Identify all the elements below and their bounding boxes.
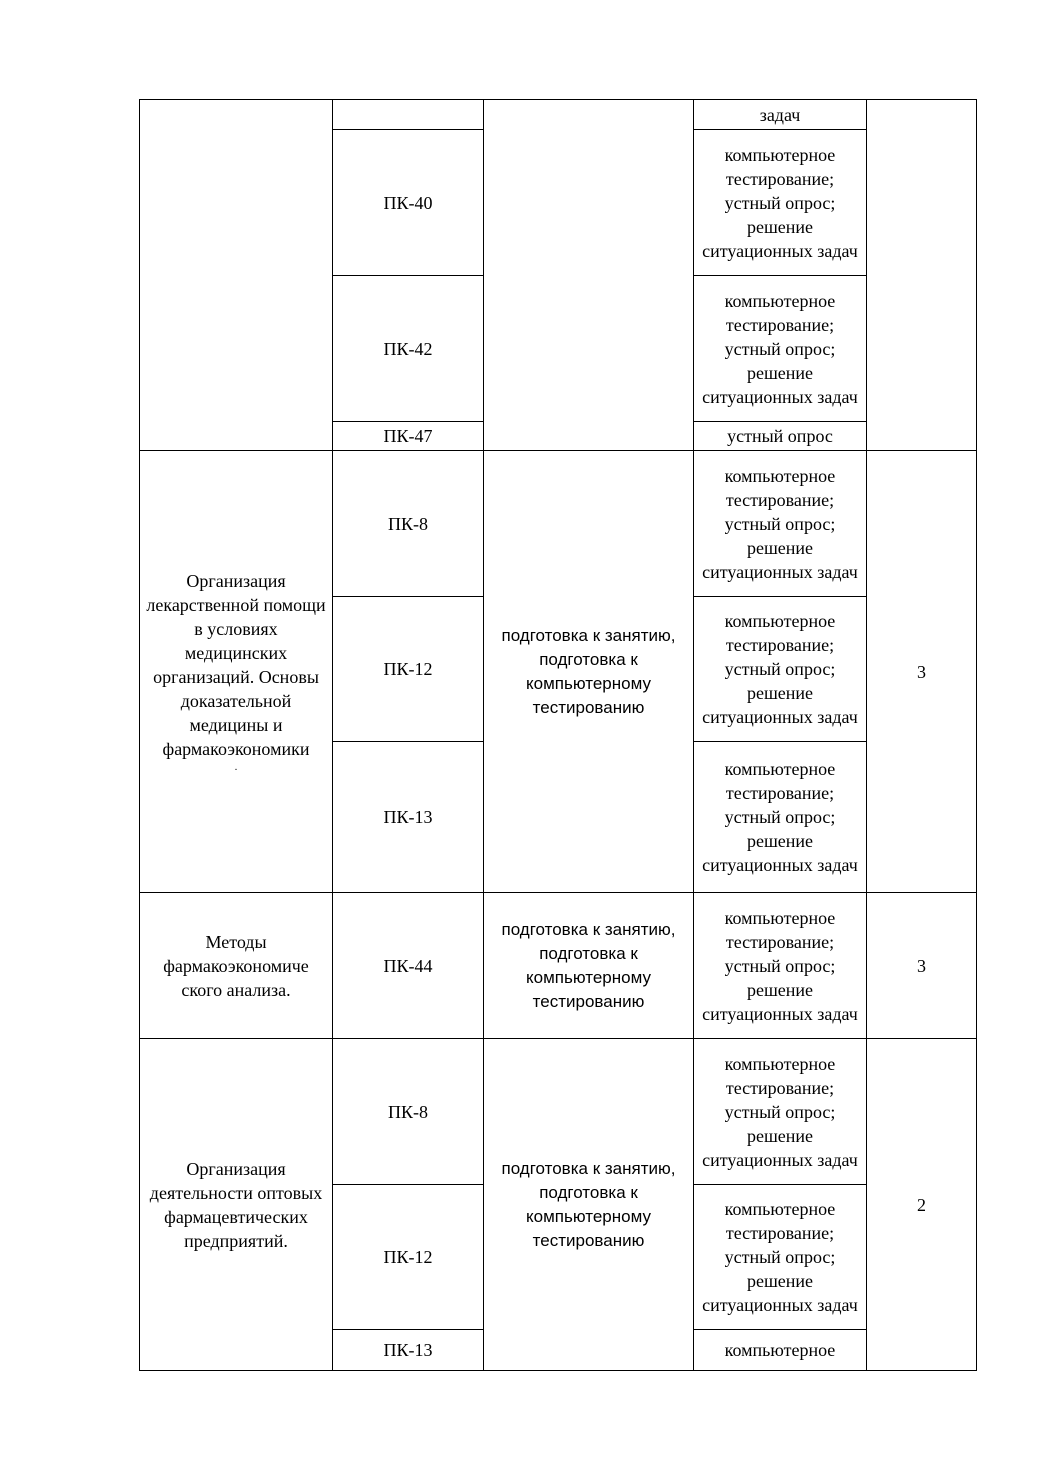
- topic-cell: [140, 100, 333, 451]
- table-row: [140, 1039, 977, 1185]
- activity-cell: [484, 100, 694, 451]
- competency-code: ПК-44: [333, 893, 484, 1039]
- hours-cell: 2: [867, 1039, 977, 1371]
- competency-code: ПК-40: [333, 130, 484, 276]
- table-row: [140, 451, 977, 597]
- control-form: компьютерное тестирование; устный опрос; решение ситуационных задач: [694, 597, 867, 742]
- competency-code: ПК-8: [333, 451, 484, 597]
- competency-code: ПК-47: [333, 422, 484, 451]
- competency-table: [139, 99, 977, 1371]
- control-form: компьютерное тестирование; устный опрос; решение ситуационных задач: [694, 1039, 867, 1185]
- topic-cell: Методы фармакоэкономиче ского анализа.: [140, 893, 333, 1039]
- control-form: компьютерное тестирование; устный опрос; решение ситуационных задач: [694, 1185, 867, 1330]
- competency-code: ПК-12: [333, 1185, 484, 1330]
- table-row: [140, 100, 977, 130]
- hours-cell: 3: [867, 451, 977, 893]
- table-row: [140, 893, 977, 1039]
- competency-code: ПК-42: [333, 276, 484, 422]
- activity-cell: подготовка к занятию, подготовка к компьютерному тестированию: [484, 893, 694, 1039]
- hours-cell: 3: [867, 893, 977, 1039]
- topic-text: Организация лекарственной помощи в условиях медицинских организаций. Основы доказательной медицины и фармакоэкономики: [146, 570, 326, 759]
- control-form: компьютерное тестирование; устный опрос; решение ситуационных задач: [694, 451, 867, 597]
- topic-cell: [140, 451, 333, 893]
- hours-cell: [867, 100, 977, 451]
- control-form: задач: [694, 100, 867, 130]
- competency-code: ПК-13: [333, 1330, 484, 1371]
- activity-cell: подготовка к занятию, подготовка к компьютерному тестированию: [484, 451, 694, 893]
- control-form: устный опрос: [694, 422, 867, 451]
- competency-code: [333, 100, 484, 130]
- competency-code: ПК-13: [333, 742, 484, 893]
- control-form: компьютерное тестирование; устный опрос; решение ситуационных задач: [694, 130, 867, 276]
- control-form: компьютерное: [694, 1330, 867, 1371]
- control-form: компьютерное тестирование; устный опрос; решение ситуационных задач: [694, 276, 867, 422]
- control-form: компьютерное тестирование; устный опрос; решение ситуационных задач: [694, 893, 867, 1039]
- competency-code: ПК-8: [333, 1039, 484, 1185]
- control-form: компьютерное тестирование; устный опрос; решение ситуационных задач: [694, 742, 867, 893]
- activity-cell: подготовка к занятию, подготовка к компьютерному тестированию: [484, 1039, 694, 1371]
- competency-code: ПК-12: [333, 597, 484, 742]
- topic-suffix: .: [234, 761, 238, 773]
- topic-cell: Организация деятельности оптовых фармацевтических предприятий.: [140, 1039, 333, 1371]
